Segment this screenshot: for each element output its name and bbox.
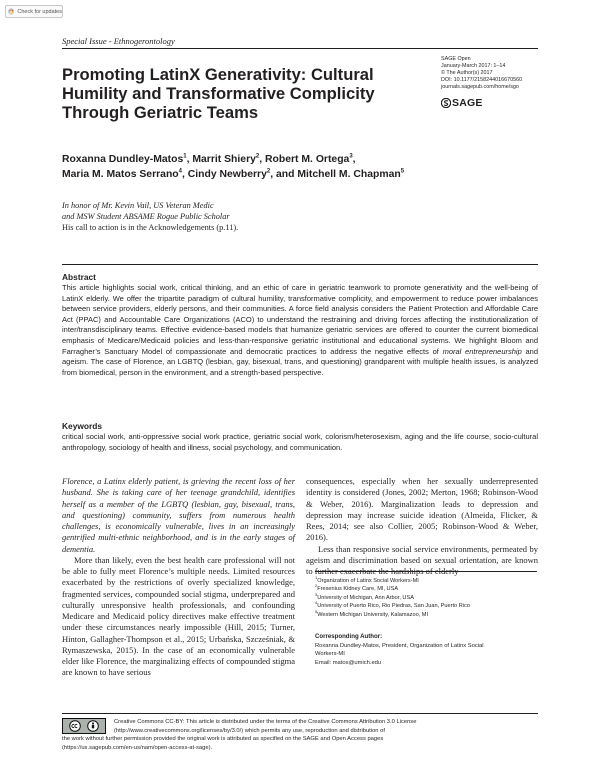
special-issue-label: Special Issue - Ethnogerontology: [62, 36, 175, 46]
article-title: Promoting LatinX Generativity: Cultural Humility and Transformative Complicity Through Geriatric Teams: [62, 65, 375, 122]
body-paragraph: Less than responsive social service environments, permeated by ageism and discrimination based on sexual orientation, are known to further exacerbate the hardships of elderly: [306, 543, 538, 576]
license-line: the work without further permission provided the original work is attributed as specified on the SAGE and Open Access pages: [62, 736, 384, 743]
corresponding-author-details: [315, 642, 537, 667]
journal-info: [441, 56, 522, 91]
sage-logo-text: SAGE: [452, 97, 483, 109]
affiliation-text: Fresenius Kidney Care, MI, USA: [317, 586, 399, 593]
author-name[interactable]: Maria M. Matos Serrano: [62, 168, 179, 180]
journal-issue: January-March 2017: 1–14: [441, 63, 506, 69]
author-name[interactable]: Robert M. Ortega: [265, 154, 350, 165]
affiliation-item: [315, 577, 537, 585]
affiliation-number: 4: [315, 600, 318, 606]
dedication: [62, 200, 238, 233]
author-affiliation-number: 2: [266, 168, 271, 175]
license-line[interactable]: (https://us.sagepub.com/en-us/nam/open-access-at-sage).: [62, 744, 213, 751]
author-separator: , and: [270, 168, 298, 180]
corresponding-author-email[interactable]: Email: matos@umich.edu: [315, 659, 382, 666]
abstract-part: and ageism. The case of Florence, an LGBTQ (lesbian, gay, bisexual, trans, and questioning) grandparent with multiple health issues, is analyzed from biomedical, person in the environment, and a strength-based perspective.: [62, 346, 538, 377]
author-separator: ,: [352, 154, 356, 165]
abstract-rule: [62, 264, 538, 265]
author-name[interactable]: Mitchell M. Chapman: [297, 168, 401, 180]
license-line[interactable]: (http://www.creativecommons.org/licenses/by/3.0/) which permits any use, reproduction and distribution of: [114, 727, 385, 734]
license-line: Creative Commons CC-BY: This article is distributed under the terms of the Creative Commons Attribution 3.0 License: [114, 719, 417, 725]
keywords-text: critical social work, anti-oppressive social work practice, geriatric social work, colorism/heterosexism, aging and the life course, socio-cultural anthropology, sociology of health and illness, social psychology, and communication.: [62, 432, 538, 452]
journal-url[interactable]: journals.sagepub.com/home/sgo: [441, 84, 519, 90]
author-affiliation-number: 1: [183, 153, 187, 160]
abstract-part: This article highlights social work, critical thinking, and an ethic of care in geriatric teamwork to promote generativity and the well-being of LatinX elderly. We offer the tripartite paradigm of cultural humility, transformative complicity, and empowerment to reduce power imbalances between service providers, elderly persons, and their communities. A force field analysis considers the Patient Protection and Affordable Care Act (PPAC) and Accountable Care Organizations (ACO) to understand the restraining and driving forces affecting the institutionalization of inter/transdisciplinary teams. Effective evidence-based models that humanize geriatric services are offered to counter the current biomedical emphasis of Medicare/Medicaid policies and less-than-responsive geriatric institutional and educational systems. We highlight Bloom and Farragher’s Sanctuary Model of compassionate and democratic practices to address the negative effects of: [62, 283, 538, 356]
dedication-line: In honor of Mr. Kevin Vail, US Veteran Medic: [62, 201, 214, 210]
body-right-column: [306, 476, 538, 577]
author-affiliation-number: 5: [400, 168, 405, 175]
author-name[interactable]: Cindy Newberry: [187, 168, 267, 180]
author-separator: ,: [186, 154, 193, 165]
body-paragraph: More than likely, even the best health care professional will not be able to fully meet Florence’s multiple needs. Limited resources exacerbated by the restrictions of overly specialized knowledge, fragmented services, compounded social stigma, underprepared and culturally unresponsive health professionals, and confounding Medicare and Medicaid policy directives make effective treatment under these circumstances nearly impossible (Hill, 2015; Turner, Hinton, Gallagher-Thompson et al., 2015; Urbańska, Szcześniak, & Rymaszewska, 2015). In the case of an economically vulnerable elder like Florence, the marginalizing effects of compounded stigma are known to have serious: [62, 554, 295, 678]
dedication-line: His call to action is in the Acknowledgements (p.11).: [62, 223, 239, 232]
affiliation-text: University of Puerto Rico, Rio Piedras, San Juan, Puerto Rico: [317, 603, 470, 610]
abstract-text: [62, 283, 538, 378]
corresponding-author-line: Workers-MI: [315, 651, 345, 658]
corresponding-author-heading: Corresponding Author:: [315, 633, 383, 640]
affiliation-number: 2: [315, 583, 318, 589]
license-rule: [62, 713, 538, 714]
header-rule: [62, 48, 538, 49]
license-text: [62, 718, 538, 752]
affiliation-text: Organization of Latinx Social Workers-MI: [317, 578, 419, 584]
author-separator: ,: [259, 154, 266, 165]
check-updates-label: Check for updates: [17, 8, 62, 15]
affiliation-item: [315, 608, 537, 619]
body-left-column: [62, 476, 295, 679]
author-affiliation-number: 4: [178, 168, 182, 175]
dedication-line: and MSW Student ABSAME Rogue Public Scholar: [62, 212, 230, 221]
affiliation-item: [315, 602, 537, 610]
footnote-rule: [315, 571, 537, 572]
affiliation-item: [315, 591, 537, 602]
sage-logo-icon: [441, 98, 451, 108]
affiliation-footnotes: [315, 577, 537, 619]
affiliation-text: University of Michigan, Ann Arbor, USA: [317, 594, 414, 601]
author-affiliation-number: 2: [255, 153, 260, 160]
journal-doi[interactable]: DOI: 10.1177/2158244016670560: [441, 77, 523, 83]
author-name[interactable]: Roxanna Dundley-Matos: [62, 154, 184, 165]
affiliation-text: Western Michigan University, Kalamazoo, MI: [317, 611, 429, 618]
affiliation-number: 5: [315, 608, 318, 614]
body-paragraph: consequences, especially when her sexually underrepresented identity is considered (Jones, 2002; Merton, 1968; Robinson-Wood & Weber, 2016). Marginalization leads to depression and depression may increase suicide ideation (Almeida, Flicker, & Rees, 2014; see also Collier, 2005; Robinson-Wood & Weber, 2016).: [306, 476, 538, 543]
journal-name: SAGE Open: [441, 56, 471, 62]
corresponding-author-line: Roxanna Dundley-Matos, President, Organization of Latinx Social: [315, 643, 484, 649]
affiliation-number: 1: [315, 575, 318, 581]
check-for-updates-badge[interactable]: [5, 5, 63, 18]
affiliation-item: [315, 585, 537, 593]
abstract-heading: Abstract: [62, 272, 96, 282]
author-name[interactable]: Marrit Shiery: [192, 154, 256, 165]
check-updates-icon: [8, 7, 14, 16]
sage-logo: [441, 98, 483, 108]
keywords-heading: Keywords: [62, 421, 103, 431]
author-separator: ,: [181, 168, 188, 180]
abstract-italic-term: moral entrepreneurship: [442, 346, 522, 356]
case-intro-paragraph: Florence, a Latinx elderly patient, is grieving the recent loss of her husband. She is taking care of her teenage grandchild, identifies herself as a member of the LGBTQ (lesbian, gay, bisexual, trans, and questioning) community, suffers from numerous health challenges, is economically vulnerable, lives in an increasingly gentrified multi-ethnic neighborhood, and is in the early stages of dementia.: [62, 476, 295, 554]
journal-copyright: © The Author(s) 2017: [441, 70, 493, 76]
author-affiliation-number: 3: [349, 153, 353, 160]
author-list: [62, 153, 532, 182]
affiliation-number: 3: [315, 591, 318, 597]
